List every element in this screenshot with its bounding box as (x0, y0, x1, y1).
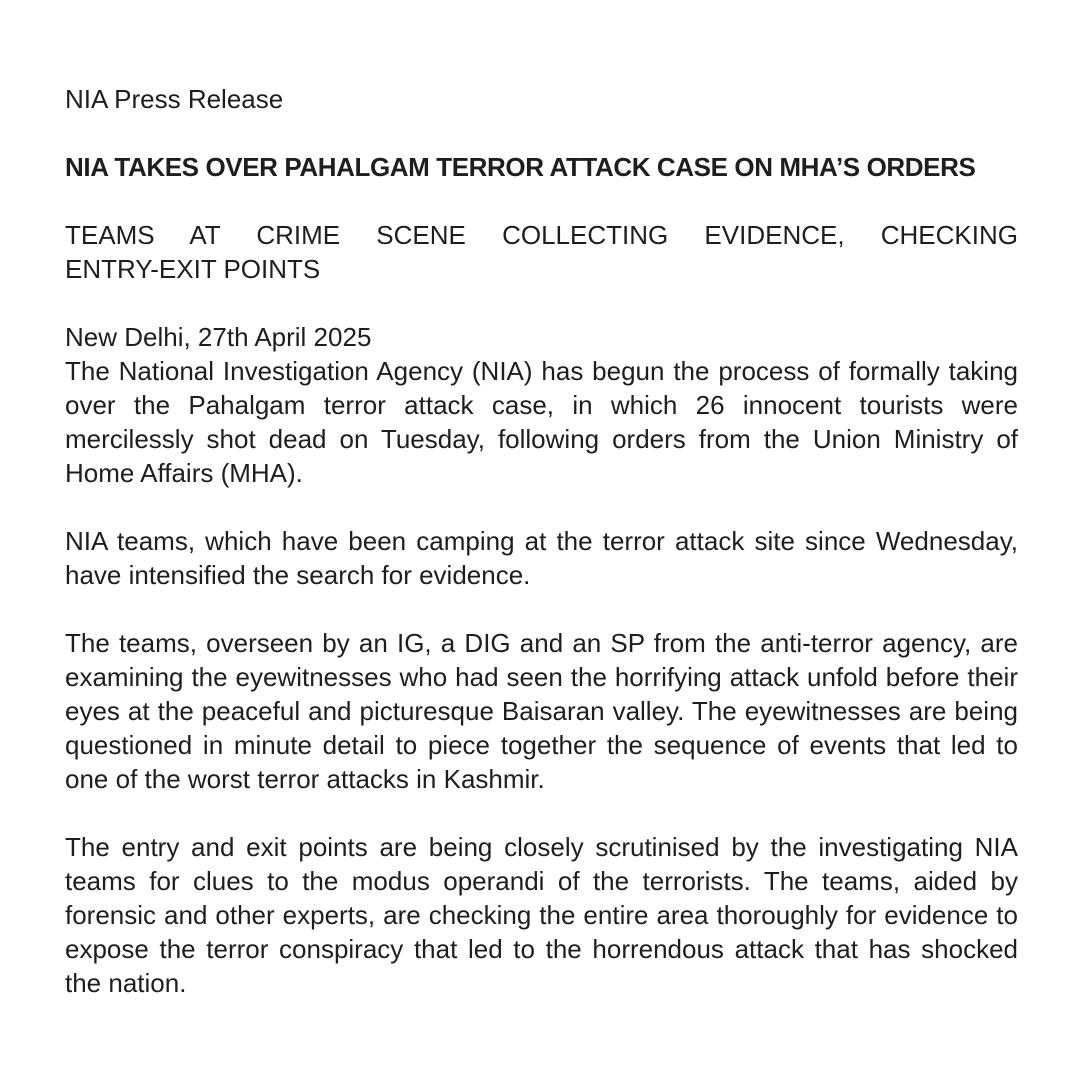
body-paragraph: The teams, overseen by an IG, a DIG and an SP from the anti-terror agency, are examining the eyewitnesses who had seen the horrifying attack unfold before their eyes at the peaceful and picturesque Baisaran valley. The eyewitnesses are being questioned in minute detail to piece together the sequence of events that led to one of the worst terror attacks in Kashmir. (65, 628, 1018, 794)
press-release-content (65, 82, 1018, 1000)
subheadline (65, 218, 1018, 286)
subheadline-line-2: ENTRY-EXIT POINTS (65, 254, 321, 284)
dateline: New Delhi, 27th April 2025 (65, 322, 372, 352)
kicker-text: NIA Press Release (65, 84, 284, 114)
subheadline-line-1: TEAMS AT CRIME SCENE COLLECTING EVIDENCE, CHECKING (65, 220, 1018, 250)
body-paragraph: The entry and exit points are being closely scrutinised by the investigating NIA teams for clues to the modus operandi of the terrorists. The teams, aided by forensic and other experts, are checking the entire area thoroughly for evidence to expose the terror conspiracy that led to the horrendous attack that has shocked the nation. (65, 832, 1018, 998)
body-paragraph: The National Investigation Agency (NIA) has begun the process of formally taking over the Pahalgam terror attack case, in which 26 innocent tourists were mercilessly shot dead on Tuesday, following orders from the Union Ministry of Home Affairs (MHA). (65, 356, 1018, 488)
body-paragraph: NIA teams, which have been camping at the terror attack site since Wednesday, have intensified the search for evidence. (65, 526, 1018, 590)
headline: NIA TAKES OVER PAHALGAM TERROR ATTACK CASE ON MHA’S ORDERS (65, 152, 976, 182)
lead-section (65, 320, 1018, 490)
